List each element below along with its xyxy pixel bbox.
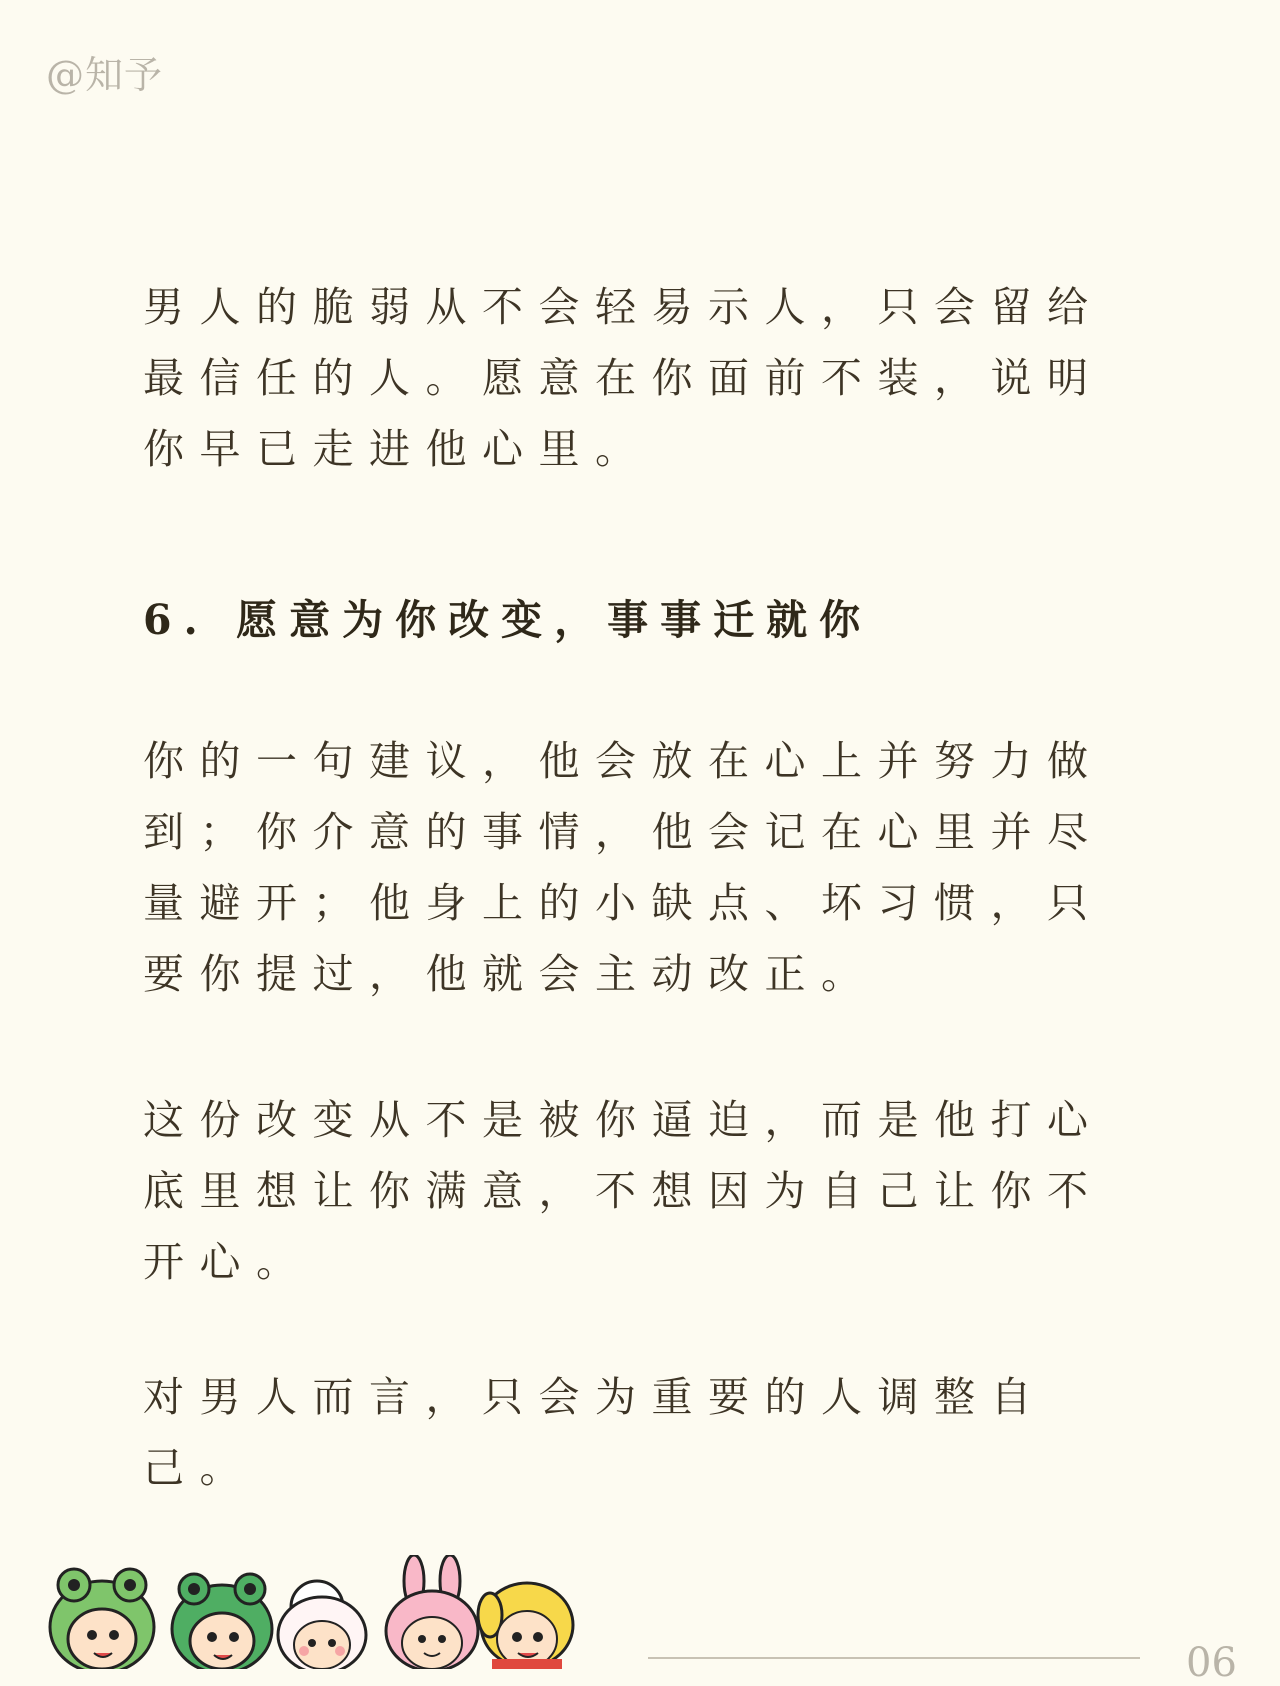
paragraph-1: 男人的脆弱从不会轻易示人，只会留给最信任的人。愿意在你面前不装，说明你早已走进他心里。 [143,283,1104,473]
sheep-character-icon [278,1581,366,1669]
section-heading: 6. 愿意为你改变，事事迁就你 [143,596,873,644]
dog-character-icon [478,1583,573,1669]
paragraph-3: 这份改变从不是被你逼迫，而是他打心底里想让你满意，不想因为自己让你不开心。 [143,1096,1104,1286]
cartoon-characters-illustration [22,1555,592,1669]
bunny-character-icon [386,1555,478,1669]
footer-divider [648,1657,1140,1659]
article-body [143,272,1143,1504]
frog-character-icon [172,1574,272,1669]
watermark: @知予 [46,53,164,97]
page-number: 06 [1186,1640,1237,1686]
paragraph-2: 你的一句建议，他会放在心上并努力做到；你介意的事情，他会记在心里并尽量避开；他身上的小缺点、坏习惯，只要你提过，他就会主动改正。 [143,737,1104,998]
frog-character-icon [50,1569,154,1669]
paragraph-4: 对男人而言，只会为重要的人调整自己。 [143,1373,1047,1492]
